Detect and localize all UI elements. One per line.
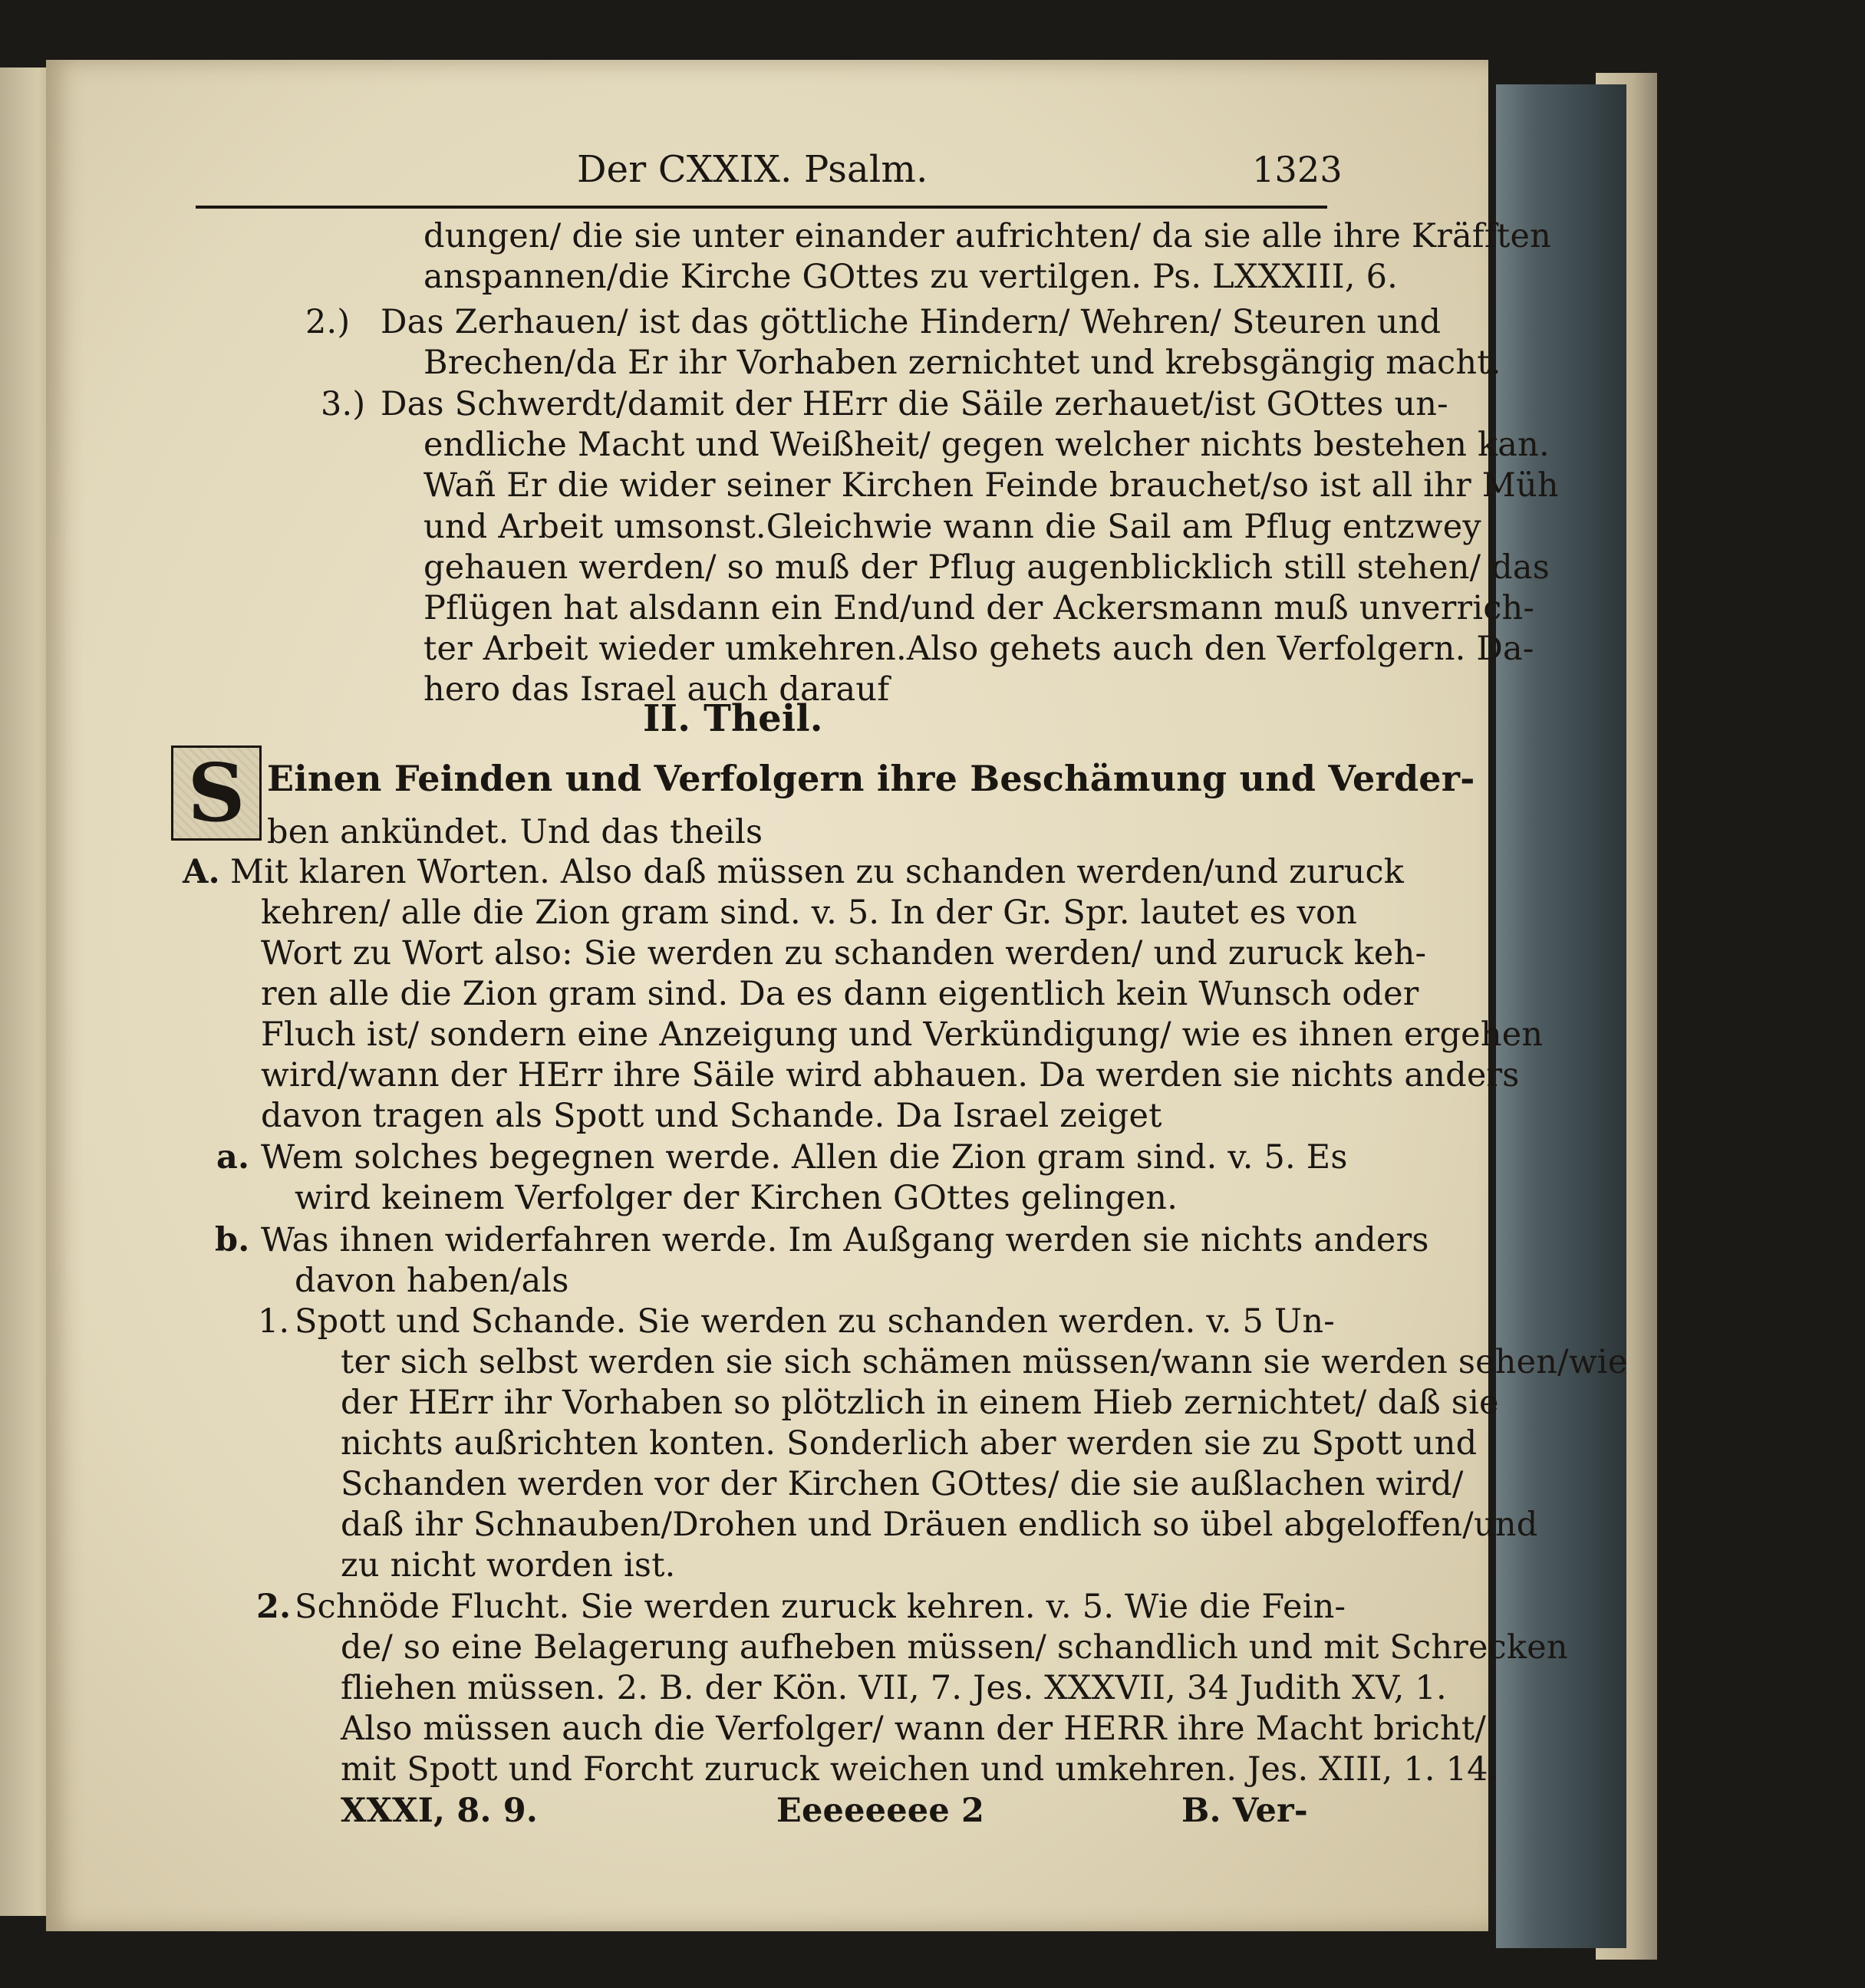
text-line: Wort zu Wort also: Sie werden zu schanden werden/ und zuruck keh- xyxy=(261,934,1427,973)
list-marker: A. xyxy=(183,853,220,891)
text-line: mit Spott und Forcht zuruck weichen und umkehren. Jes. XIII, 1. 14. xyxy=(341,1750,1499,1789)
text-line: wird/wann der HErr ihre Säile wird abhauen. Da werden sie nichts anders xyxy=(261,1056,1520,1094)
text-line: Einen Feinden und Verfolgern ihre Beschämung und Verder- xyxy=(267,758,1475,799)
text-line: ter Arbeit wieder umkehren.Also gehets auch den Verfolgern. Da- xyxy=(423,630,1534,668)
text-line: gehauen werden/ so muß der Pflug augenblicklich still stehen/ das xyxy=(423,548,1550,587)
list-marker: b. xyxy=(215,1221,250,1259)
text-line: ben ankündet. Und das theils xyxy=(267,813,763,851)
text-line: ren alle die Zion gram sind. Da es dann eigentlich kein Wunsch oder xyxy=(261,975,1419,1013)
list-marker: 2.) xyxy=(305,303,351,341)
text-line: nichts außrichten konten. Sonderlich aber werden sie zu Spott und xyxy=(341,1424,1478,1463)
text-line: endliche Macht und Weißheit/ gegen welcher nichts bestehen kan. xyxy=(423,426,1550,464)
catchword: B. Ver- xyxy=(1181,1792,1308,1830)
list-marker: 2. xyxy=(256,1588,292,1626)
list-marker: 3.) xyxy=(321,385,366,423)
text-line: Wañ Er die wider seiner Kirchen Feinde brauchet/so ist all ihr Müh xyxy=(423,466,1559,505)
text-line: Das Zerhauen/ ist das göttliche Hindern/ Wehren/ Steuren und xyxy=(381,303,1442,341)
text-line: Wem solches begegnen werde. Allen die Zion gram sind. v. 5. Es xyxy=(261,1138,1348,1177)
signature-mark: Eeeeeeee 2 xyxy=(776,1792,985,1830)
page-number: 1323 xyxy=(1252,149,1343,190)
text-line: kehren/ alle die Zion gram sind. v. 5. In der Gr. Spr. lautet es von xyxy=(261,894,1357,932)
text-line: wird keinem Verfolger der Kirchen GOttes gelingen. xyxy=(295,1179,1178,1217)
text-line: Spott und Schande. Sie werden zu schanden werden. v. 5 Un- xyxy=(295,1302,1335,1341)
header-rule xyxy=(196,206,1327,209)
text-line: Pflügen hat alsdann ein End/und der Ackersmann muß unverrich- xyxy=(423,589,1535,627)
list-marker: 1. xyxy=(258,1302,290,1341)
text-line: XXXI, 8. 9. xyxy=(341,1792,539,1830)
text-line: Also müssen auch die Verfolger/ wann der HERR ihre Macht bricht/ xyxy=(341,1710,1487,1748)
text-line: davon tragen als Spott und Schande. Da Israel zeiget xyxy=(261,1097,1162,1135)
text-line: daß ihr Schnauben/Drohen und Dräuen endlich so übel abgeloffen/und xyxy=(341,1506,1538,1544)
decorated-initial: S xyxy=(171,746,262,841)
text-line: Fluch ist/ sondern eine Anzeigung und Verkündigung/ wie es ihnen ergehen xyxy=(261,1015,1544,1054)
text-line: Schanden werden vor der Kirchen GOttes/ die sie außlachen wird/ xyxy=(341,1465,1464,1503)
text-line: hero das Israel auch darauf xyxy=(423,670,890,709)
section-heading: II. Theil. xyxy=(643,697,823,740)
list-marker: a. xyxy=(216,1138,250,1177)
text-line: ter sich selbst werden sie sich schämen müssen/wann sie werden sehen/wie xyxy=(341,1343,1628,1381)
text-line: anspannen/die Kirche GOttes zu vertilgen. Ps. LXXXIII, 6. xyxy=(423,258,1399,296)
text-line: Mit klaren Worten. Also daß müssen zu schanden werden/und zuruck xyxy=(230,853,1405,891)
text-line: Brechen/da Er ihr Vorhaben zernichtet und krebsgängig macht. xyxy=(423,344,1501,382)
text-line: und Arbeit umsonst.Gleichwie wann die Sail am Pflug entzwey xyxy=(423,508,1481,546)
text-line: zu nicht worden ist. xyxy=(341,1546,676,1585)
text-line: de/ so eine Belagerung aufheben müssen/ schandlich und mit Schrecken xyxy=(341,1628,1568,1667)
text-line: der HErr ihr Vorhaben so plötzlich in einem Hieb zernichtet/ daß sie xyxy=(341,1384,1499,1422)
text-line: Was ihnen widerfahren werde. Im Außgang werden sie nichts anders xyxy=(261,1221,1429,1259)
text-line: Schnöde Flucht. Sie werden zuruck kehren. v. 5. Wie die Fein- xyxy=(295,1588,1346,1626)
text-line: dungen/ die sie unter einander aufrichten/ da sie alle ihre Kräfften xyxy=(423,217,1552,255)
running-title: Der CXXIX. Psalm. xyxy=(577,148,928,191)
text-line: davon haben/als xyxy=(295,1262,569,1300)
text-line: Das Schwerdt/damit der HErr die Säile zerhauet/ist GOttes un- xyxy=(381,385,1448,423)
text-line: fliehen müssen. 2. B. der Kön. VII, 7. Jes. XXXVII, 34 Judith XV, 1. xyxy=(341,1669,1447,1707)
